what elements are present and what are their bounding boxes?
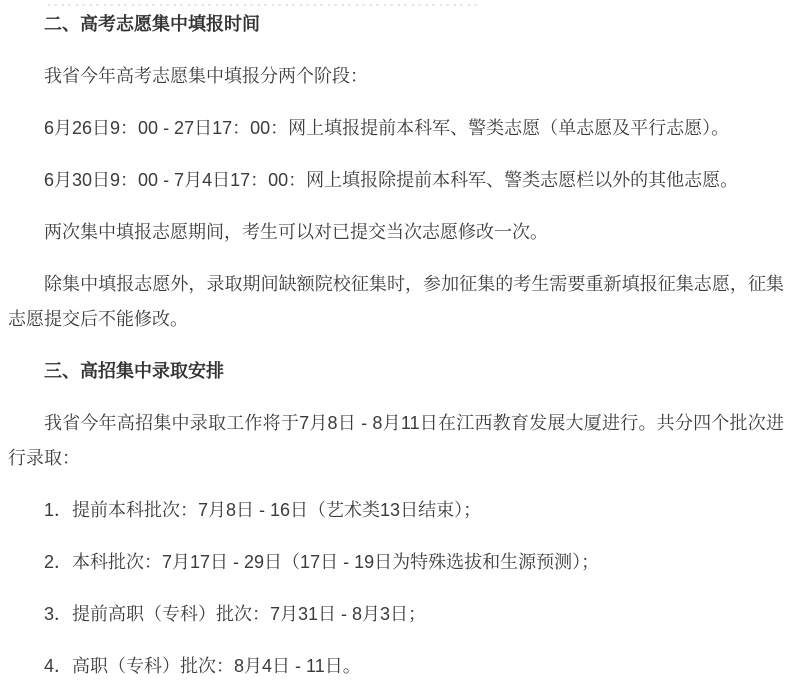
list-item-batch-2-undergraduate: 2．本科批次：7月17日 - 29日（17日 - 19日为特殊选拔和生源预测）； <box>44 552 600 572</box>
paragraph-supplementary-collection-rule: 除集中填报志愿外，录取期间缺额院校征集时，参加征集的考生需要重新填报征集志愿，征集志愿提交后不能修改。 <box>8 274 784 329</box>
paragraph-phase1-schedule: 6月26日9：00 - 27日17：00：网上填报提前本科军、警类志愿（单志愿及平行志愿）。 <box>44 118 730 138</box>
paragraph-two-phases-intro: 我省今年高考志愿集中填报分两个阶段： <box>44 66 368 86</box>
paragraph-phase2-schedule: 6月30日9：00 - 7月4日17：00：网上填报除提前本科军、警类志愿栏以外的其他志愿。 <box>44 170 739 190</box>
paragraph-admission-overview: 我省今年高招集中录取工作将于7月8日 - 8月11日在江西教育发展大厦进行。共分四个批次进行录取： <box>8 413 784 468</box>
section-heading-admission-arrangement: 三、高招集中录取安排 <box>44 361 224 381</box>
clipped-previous-line-remnant <box>48 0 478 6</box>
list-item-batch-3-early-vocational: 3．提前高职（专科）批次：7月31日 - 8月3日； <box>44 604 427 624</box>
paragraph-modify-once-rule: 两次集中填报志愿期间，考生可以对已提交当次志愿修改一次。 <box>44 222 548 242</box>
list-item-batch-1-early-undergraduate: 1．提前本科批次：7月8日 - 16日（艺术类13日结束）； <box>44 500 482 520</box>
list-item-batch-4-vocational: 4．高职（专科）批次：8月4日 - 11日。 <box>44 656 361 676</box>
section-heading-volunteer-filling-time: 二、高考志愿集中填报时间 <box>44 14 260 34</box>
